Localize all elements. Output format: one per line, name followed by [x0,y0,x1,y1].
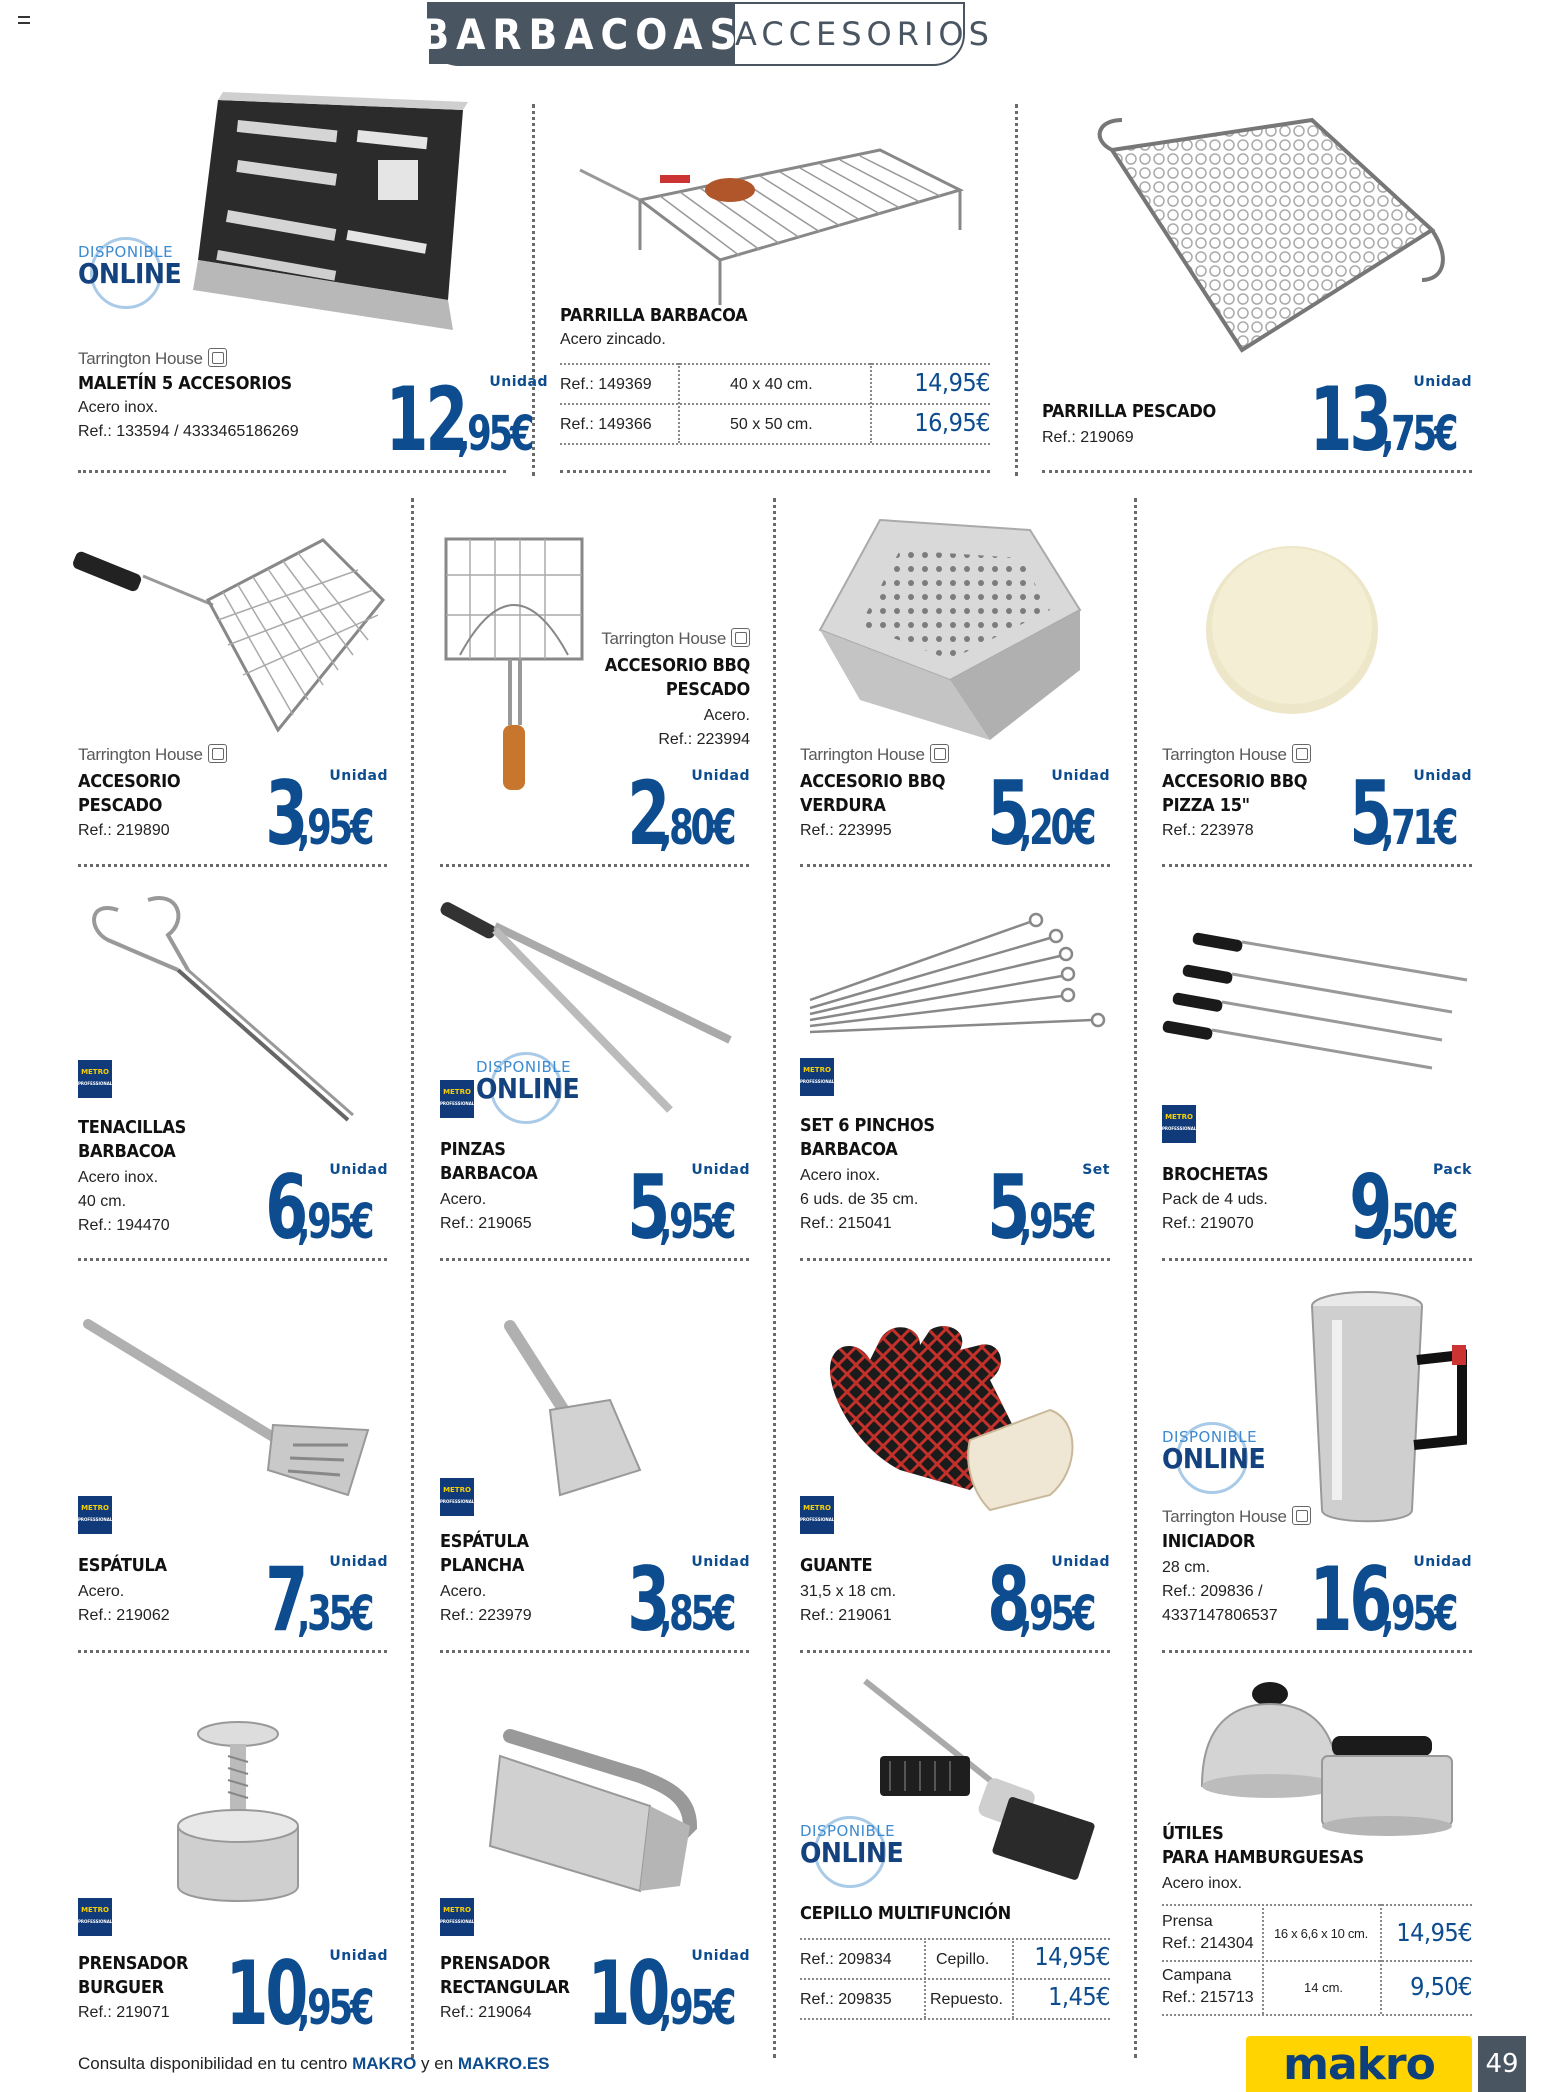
variant-ref: Ref.: 209834 [800,1951,892,1968]
product-name: CEPILLO MULTIFUNCIÓN [800,1903,1011,1924]
unit-label: Unidad [1413,768,1472,784]
variant-price: 14,95€ [1396,1918,1472,1947]
product-name: MALETÍN 5 ACCESORIOS [78,373,292,394]
unit-label: Unidad [691,1162,750,1178]
variant-label: Campana [1162,1967,1232,1984]
unit-label: Unidad [329,1554,388,1570]
product-desc: Acero zincado. [560,331,666,348]
divider [1042,470,1472,473]
griddle-scraper-image [500,1320,670,1500]
product-name: BARBACOA [800,1139,898,1160]
product-ref: Ref.: 219070 [1162,1215,1254,1232]
product-accesorio-bbq-pizza[interactable] [1162,500,1472,865]
product-ref: 4337147806537 [1162,1607,1278,1624]
brand-label: Tarrington House [1162,744,1311,765]
makro-logo: makro [1246,2036,1472,2092]
unit-label: Pack [1433,1162,1472,1178]
unit-label: Unidad [329,1948,388,1964]
fish-basket-image [1082,110,1462,370]
price: 3,95€ [265,762,372,865]
metro-professional-logo: METRO PROFESSIONAL [440,1898,474,1936]
variant-size: 50 x 50 cm. [730,416,813,433]
price: 3,85€ [627,1548,734,1651]
product-ref: Ref.: 219061 [800,1607,892,1624]
product-ref: Ref.: 219064 [440,2004,532,2021]
product-tenacillas[interactable] [78,890,388,1260]
divider [1134,498,1137,2058]
brand-label: Tarrington House [1162,1506,1311,1527]
metro-professional-logo: METRO PROFESSIONAL [800,1496,834,1534]
fish-holder-image [440,535,590,795]
product-name: SET 6 PINCHOS [800,1115,935,1136]
divider [440,1650,749,1653]
product-ref: Ref.: 219065 [440,1215,532,1232]
product-accesorio-bbq-pescado[interactable] [440,500,750,865]
variant-ref: Ref.: 209835 [800,1991,892,2008]
burger-tools-image [1202,1676,1472,1846]
product-maletin[interactable] [78,90,548,471]
product-desc: Acero inox. [78,1169,159,1186]
variant-ref: Ref.: 214304 [1162,1935,1254,1952]
price: 10,95€ [225,1942,372,2045]
brand-logo-icon [208,348,227,367]
product-parrilla-barbacoa[interactable] [560,100,990,470]
product-name: PINZAS [440,1139,506,1160]
divider [1015,104,1018,476]
pizza-stone-image [1202,540,1382,720]
product-prensador-burguer[interactable] [78,1676,388,2046]
unit-label: Unidad [1413,1554,1472,1570]
divider [440,864,749,867]
product-ref: Ref.: 223995 [800,822,892,839]
brand-label: Tarrington House [800,744,949,765]
product-name: ACCESORIO [78,771,181,792]
variant-price: 14,95€ [914,368,990,397]
variant-price: 9,50€ [1410,1972,1472,2001]
menu-icon [18,16,30,24]
product-name: PRENSADOR [440,1953,551,1974]
variant-price: 16,95€ [914,408,990,437]
product-name: ACCESORIO BBQ [1162,771,1308,792]
variant-ref: Ref.: 149369 [560,376,652,393]
variant-type: Cepillo. [936,1951,990,1968]
variant-size: 16 x 6,6 x 10 cm. [1274,1926,1368,1941]
product-name: ESPÁTULA [440,1531,529,1552]
fish-grill-image [78,530,388,740]
product-desc: 40 cm. [78,1193,127,1210]
price: 6,95€ [265,1156,372,1259]
product-espatula-plancha[interactable] [440,1280,750,1650]
product-guante[interactable] [800,1280,1110,1650]
product-ref: Ref.: 223994 [658,731,750,748]
header-title: BARBACOAS [429,4,735,64]
price: 13,75€ [1309,368,1456,471]
product-name: ESPÁTULA [78,1555,167,1576]
unit-label: Unidad [329,1162,388,1178]
product-name: INICIADOR [1162,1531,1256,1552]
brand-label: Tarrington House [78,348,227,369]
product-name: PARRILLA PESCADO [1042,401,1216,422]
metro-professional-logo: METRO PROFESSIONAL [440,1080,474,1118]
product-ref: Ref.: 215041 [800,1215,892,1232]
product-ref: Ref.: 219071 [78,2004,170,2021]
product-ref: Ref.: 219069 [1042,429,1134,446]
spatula-image [78,1320,388,1500]
burger-press-image [168,1716,318,1906]
skewers-image [800,900,1110,1040]
product-desc: Acero inox. [800,1167,881,1184]
page-number: 49 [1478,2036,1526,2092]
product-accesorio-bbq-verdura[interactable] [800,500,1110,865]
product-iniciador[interactable] [1162,1280,1472,1650]
brand-logo-icon [1292,744,1311,763]
product-desc: Acero inox. [78,399,159,416]
chimney-starter-image [1302,1290,1472,1530]
online-badge: DISPONIBLE ONLINE [800,1824,920,1867]
divider [411,498,414,2058]
product-utiles-hamburguesas[interactable] [1162,1676,1472,2046]
product-accesorio-pescado[interactable] [78,500,388,865]
product-ref: Ref.: 219890 [78,822,170,839]
metro-professional-logo: METRO PROFESSIONAL [78,1496,112,1534]
bbq-case-image [178,90,478,340]
tongs-image [78,890,368,1140]
divider [800,864,1110,867]
section-header [420,2,994,66]
product-ref: Ref.: 219062 [78,1607,170,1624]
price: 16,95€ [1309,1548,1456,1651]
grill-grate-image [580,110,980,310]
price: 9,50€ [1349,1156,1456,1259]
price: 2,80€ [627,762,734,865]
divider [800,1650,1110,1653]
price: 8,95€ [987,1548,1094,1651]
product-name: VERDURA [800,795,886,816]
unit-label: Unidad [1413,374,1472,390]
divider [78,864,387,867]
brand-logo-icon [930,744,949,763]
online-badge: DISPONIBLE ONLINE [78,245,188,288]
variant-ref: Ref.: 149366 [560,416,652,433]
product-name: BURGUER [78,1977,164,1998]
product-name: ACCESORIO BBQ [604,655,750,676]
product-desc: 28 cm. [1162,1559,1211,1576]
unit-label: Unidad [691,768,750,784]
unit-label: Unidad [1051,1554,1110,1570]
product-name: PARRILLA BARBACOA [560,305,748,326]
product-ref: Ref.: 223979 [440,1607,532,1624]
vegetable-basket-image [820,520,1090,740]
price: 5,20€ [987,762,1094,865]
price: 5,95€ [627,1156,734,1259]
unit-label: Unidad [329,768,388,784]
product-name: PIZZA 15" [1162,795,1250,816]
brand-label: Tarrington House [601,628,750,649]
product-desc: Pack de 4 uds. [1162,1191,1268,1208]
variant-type: Repuesto. [930,1991,1003,2008]
metro-professional-logo: METRO PROFESSIONAL [440,1478,474,1516]
product-desc: Acero. [440,1583,487,1600]
product-name: PESCADO [665,679,750,700]
variant-ref: Ref.: 215713 [1162,1989,1254,2006]
header-subtitle: ACCESORIOS [735,15,994,53]
unit-label: Unidad [691,1948,750,1964]
brand-logo-icon [208,744,227,763]
product-ref: Ref.: 209836 / [1162,1583,1263,1600]
product-name: PRENSADOR [78,1953,189,1974]
product-name: ACCESORIO BBQ [800,771,946,792]
variant-price: 1,45€ [1048,1982,1110,2011]
price: 10,95€ [587,1942,734,2045]
product-pinchos[interactable] [800,890,1110,1260]
product-espatula[interactable] [78,1280,388,1650]
unit-label: Unidad [489,374,548,390]
product-pinzas[interactable] [440,890,750,1260]
product-ref: Ref.: 133594 / 4333465186269 [78,423,299,440]
product-name: ÚTILES [1162,1823,1224,1844]
product-cepillo[interactable] [800,1676,1110,2046]
unit-label: Unidad [1051,768,1110,784]
product-ref: Ref.: 223978 [1162,822,1254,839]
brand-logo-icon [1292,1506,1311,1525]
price: 7,35€ [265,1548,372,1651]
unit-label: Unidad [691,1554,750,1570]
footer-availability-note: Consulta disponibilidad en tu centro MAKRO y en MAKRO.ES [78,2054,550,2073]
unit-label: Set [1082,1162,1110,1178]
price: 5,95€ [987,1156,1094,1259]
product-desc: Acero. [703,707,750,724]
product-name: PLANCHA [440,1555,525,1576]
metro-professional-logo: METRO PROFESSIONAL [78,1898,112,1936]
metro-professional-logo: METRO PROFESSIONAL [800,1058,834,1096]
variant-price: 14,95€ [1034,1942,1110,1971]
product-name: TENACILLAS [78,1117,186,1138]
product-name: GUANTE [800,1555,873,1576]
product-desc: 31,5 x 18 cm. [800,1583,897,1600]
brochettes-image [1162,930,1472,1080]
product-name: PESCADO [78,795,163,816]
bbq-glove-image [820,1320,1090,1520]
product-desc: Acero. [78,1583,125,1600]
price: 12,95€ [385,368,532,471]
rectangular-press-image [490,1716,710,1896]
product-desc: Acero inox. [1162,1875,1243,1892]
variant-size: 14 cm. [1304,1980,1344,1995]
brand-label: Tarrington House [78,744,227,765]
product-desc: 6 uds. de 35 cm. [800,1191,919,1208]
brand-logo-icon [731,628,750,647]
product-name: RECTANGULAR [440,1977,570,1998]
price: 5,71€ [1349,762,1456,865]
divider [560,470,990,473]
product-prensador-rectangular[interactable] [440,1676,750,2046]
product-ref: Ref.: 194470 [78,1217,170,1234]
product-name: BARBACOA [440,1163,538,1184]
product-name: BROCHETAS [1162,1164,1269,1185]
product-parrilla-pescado[interactable] [1042,100,1472,470]
divider [78,1650,387,1653]
product-desc: Acero. [440,1191,487,1208]
variant-label: Prensa [1162,1913,1213,1930]
product-name: PARA HAMBURGUESAS [1162,1847,1364,1868]
online-badge: DISPONIBLE ONLINE [1162,1430,1282,1473]
divider [1162,864,1472,867]
product-brochetas[interactable] [1162,890,1472,1260]
metro-professional-logo: METRO PROFESSIONAL [78,1060,112,1098]
divider [773,498,776,2058]
online-badge: DISPONIBLE ONLINE [476,1060,596,1103]
product-name: BARBACOA [78,1141,176,1162]
metro-professional-logo: METRO PROFESSIONAL [1162,1105,1196,1143]
variant-size: 40 x 40 cm. [730,376,813,393]
